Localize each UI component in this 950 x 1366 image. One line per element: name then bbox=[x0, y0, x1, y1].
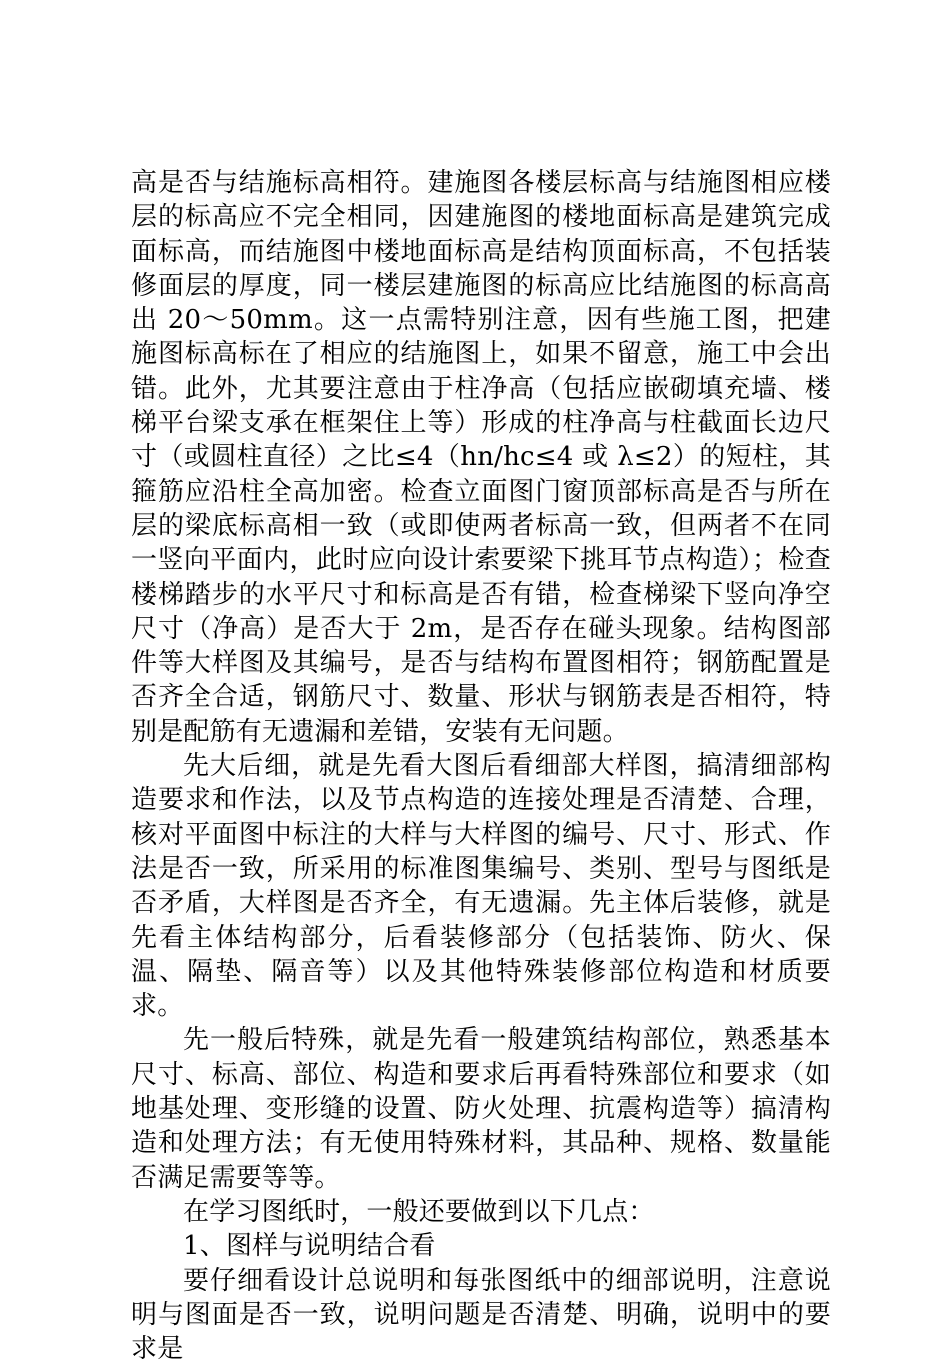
paragraph-heading-drawings-and-notes: 1、图样与说明结合看 bbox=[131, 1229, 831, 1263]
paragraph-large-before-detail: 先大后细，就是先看大图后看细部大样图，搞清细部构造要求和作法，以及节点构造的连接处理是否清楚、合理，核对平面图中标注的大样与大样图的编号、尺寸、形式、作法是否一致，所采用的标准图集编号、类别、型号与图纸是否矛盾，大样图是否齐全，有无遗漏。先主体后装修，就是先看主体结构部分，后看装修部分（包括装饰、防火、保温、隔垫、隔音等）以及其他特殊装修部位构造和材质要求。 bbox=[131, 749, 831, 1023]
paragraph-study-points-intro: 在学习图纸时，一般还要做到以下几点： bbox=[131, 1195, 831, 1229]
paragraph-general-before-special: 先一般后特殊，就是先看一般建筑结构部位，熟悉基本尺寸、标高、部位、构造和要求后再看特殊部位和要求（如地基处理、变形缝的设置、防火处理、抗震构造等）搞清构造和处理方法；有无使用特殊材料，其品种、规格、数量能否满足需要等等。 bbox=[131, 1023, 831, 1194]
document-body bbox=[131, 166, 831, 1366]
paragraph-elevation-check: 高是否与结施标高相符。建施图各楼层标高与结施图相应楼层的标高应不完全相同，因建施图的楼地面标高是建筑完成面标高，而结施图中楼地面标高是结构顶面标高，不包括装修面层的厚度，同一楼层建施图的标高应比结施图的标高高出 20～50mm。这一点需特别注意，因有些施工图，把建施图标高标在了相应的结施图上，如果不留意，施工中会出错。此外，尤其要注意由于柱净高（包括应嵌砌填充墙、楼梯平台梁支承在框架住上等）形成的柱净高与柱截面长边尺寸（或圆柱直径）之比≤4（hn/hc≤4 或 λ≤2）的短柱，其箍筋应沿柱全高加密。检查立面图门窗顶部标高是否与所在层的梁底标高相一致（或即使两者标高一致，但两者不在同一竖向平面内，此时应向设计索要梁下挑耳节点构造）；检查楼梯踏步的水平尺寸和标高是否有错，检查梯梁下竖向净空尺寸（净高）是否大于 2m，是否存在碰头现象。结构图部件等大样图及其编号，是否与结构布置图相符；钢筋配置是否齐全合适，钢筋尺寸、数量、形状与钢筋表是否相符，特别是配筋有无遗漏和差错，安装有无问题。 bbox=[131, 166, 831, 749]
paragraph-read-notes: 要仔细看设计总说明和每张图纸中的细部说明，注意说明与图面是否一致，说明问题是否清楚、明确，说明中的要求是 bbox=[131, 1264, 831, 1366]
